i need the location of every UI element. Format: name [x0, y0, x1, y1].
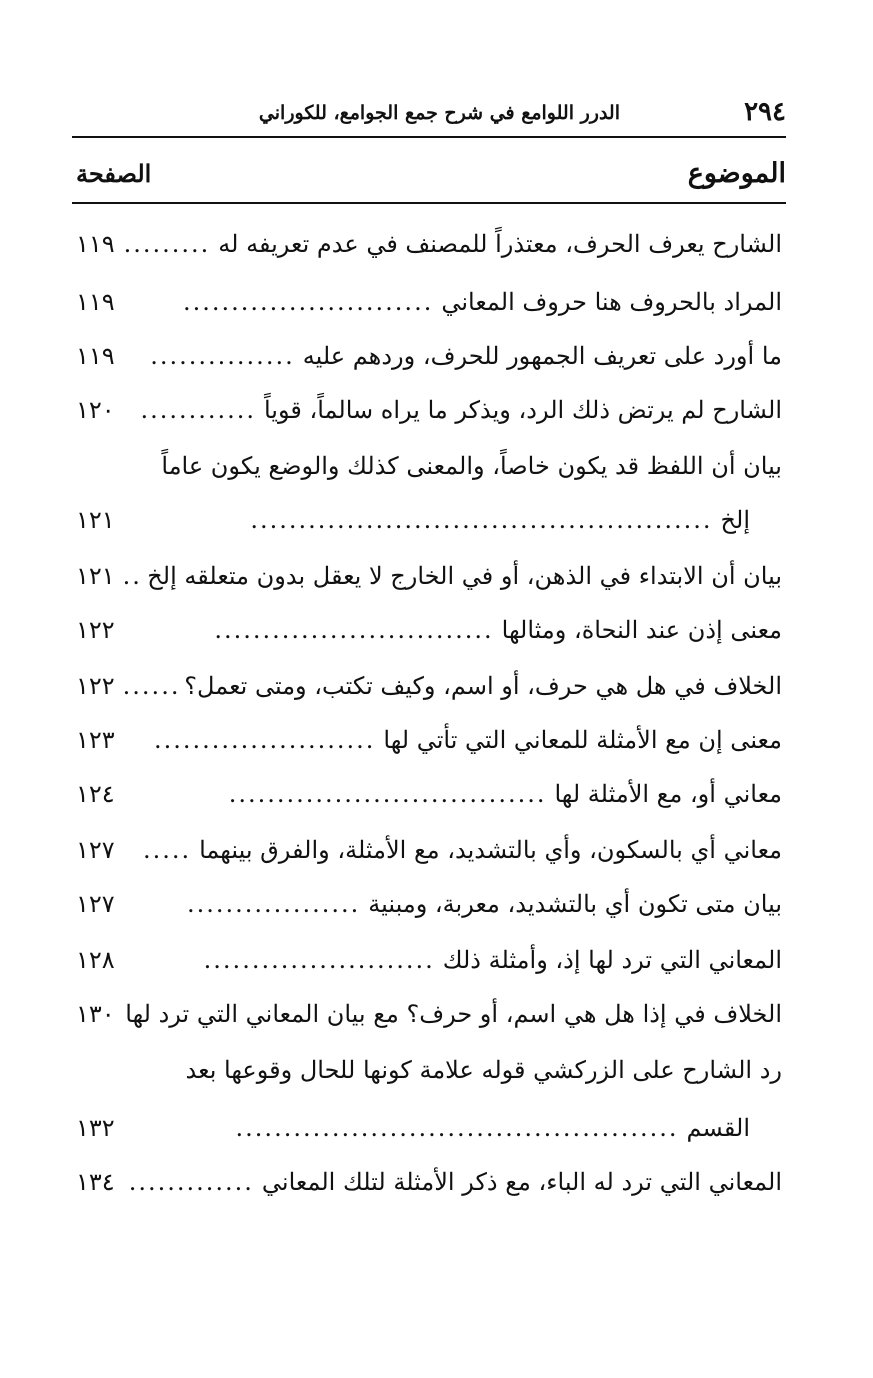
- leader-dots: .............................: [214, 616, 494, 644]
- toc-entry-continuation: [76, 1104, 782, 1152]
- leader-dots: ............: [140, 396, 256, 424]
- toc-entry: [76, 662, 782, 710]
- entry-page: ١٢٧: [76, 890, 115, 918]
- entry-page: ١٢٠: [76, 396, 115, 424]
- entry-title: المعاني التي ترد لها إذ، وأمثلة ذلك: [442, 946, 782, 974]
- toc-entry: [76, 1158, 782, 1206]
- toc-entry: [76, 936, 782, 984]
- toc-entry: [76, 552, 782, 600]
- entry-page: ١٣٤: [76, 1168, 115, 1196]
- entry-title: الشارح يعرف الحرف، معتذراً للمصنف في عدم تعريفه له: [218, 230, 782, 258]
- toc-entry: [76, 990, 782, 1038]
- toc-entry: [76, 332, 782, 380]
- entry-title: القسم: [686, 1114, 750, 1142]
- page-column-heading: الصفحة: [76, 159, 152, 188]
- leader-dots: ..................: [186, 890, 361, 918]
- entry-title: ما أورد على تعريف الجمهور للحرف، وردهم عليه: [302, 342, 782, 370]
- entry-page: ١١٩: [76, 342, 115, 370]
- entry-page: ١٢٢: [76, 672, 115, 700]
- leader-dots: ..........................: [182, 288, 434, 316]
- entry-page: ١٣٢: [76, 1114, 115, 1142]
- toc-entry: [76, 442, 782, 490]
- leader-dots: .............: [128, 1168, 254, 1196]
- toc-entry: [76, 386, 782, 434]
- entry-title: الخلاف في هل هي حرف، أو اسم، وكيف تكتب، ومتى تعمل؟: [184, 672, 782, 700]
- leader-dots: .................................: [228, 780, 547, 808]
- leader-dots: .....: [142, 836, 192, 864]
- leader-dots: ................................................: [250, 506, 713, 534]
- entry-page: ١٢٤: [76, 780, 115, 808]
- entry-title: بيان متى تكون أي بالتشديد، معربة، ومبنية: [368, 890, 782, 918]
- entry-page: ١٢٢: [76, 616, 115, 644]
- entry-page: ١١٩: [76, 288, 115, 316]
- entry-title: معاني أو، مع الأمثلة لها: [554, 780, 782, 808]
- entry-page: ١٢١: [76, 506, 115, 534]
- entry-page: ١٣٠: [76, 1000, 115, 1028]
- leader-dots: ...............: [150, 342, 295, 370]
- column-headings: [72, 150, 786, 204]
- page-number: ٢٩٤: [744, 97, 786, 127]
- toc-entry: [76, 826, 782, 874]
- toc-entry: [76, 220, 782, 268]
- entry-title: بيان أن اللفظ قد يكون خاصاً، والمعنى كذلك والوضع يكون عاماً: [161, 452, 782, 480]
- book-title: الدرر اللوامع في شرح جمع الجوامع، للكوراني: [258, 102, 620, 124]
- entry-title: معاني أي بالسكون، وأي بالتشديد، مع الأمثلة، والفرق بينهما: [199, 836, 782, 864]
- entry-title: المعاني التي ترد له الباء، مع ذكر الأمثلة لتلك المعاني: [261, 1168, 782, 1196]
- entry-title: الشارح لم يرتض ذلك الرد، ويذكر ما يراه سالماً، قوياً: [263, 396, 782, 424]
- leader-dots: .........: [123, 230, 211, 258]
- toc-entry: [76, 716, 782, 764]
- entry-page: ١٢٧: [76, 836, 115, 864]
- entry-title: إلخ: [720, 506, 750, 534]
- leader-dots: ..............................................: [235, 1114, 679, 1142]
- running-header: [72, 92, 786, 138]
- leader-dots: .......................: [153, 726, 376, 754]
- entry-title: رد الشارح على الزركشي قوله علامة كونها للحال وقوعها بعد: [185, 1056, 782, 1084]
- entry-title: بيان أن الابتداء في الذهن، أو في الخارج لا يعقل بدون متعلقه إلخ: [147, 562, 782, 590]
- toc-entry-continuation: [76, 496, 782, 544]
- entry-page: ١٢٣: [76, 726, 115, 754]
- leader-dots: ........................: [203, 946, 435, 974]
- toc-entry: [76, 770, 782, 818]
- entry-title: معنى إن مع الأمثلة للمعاني التي تأتي لها: [383, 726, 782, 754]
- toc-entry: [76, 278, 782, 326]
- entry-title: المراد بالحروف هنا حروف المعاني: [441, 288, 782, 316]
- leader-dots: ..: [122, 562, 142, 590]
- entry-page: ١٢٨: [76, 946, 115, 974]
- entry-title: الخلاف في إذا هل هي اسم، أو حرف؟ مع بيان المعاني التي ترد لها: [125, 1000, 782, 1028]
- toc-entry: [76, 880, 782, 928]
- leader-dots: ......: [122, 672, 181, 700]
- toc-entry: [76, 1046, 782, 1094]
- entry-page: ١٢١: [76, 562, 115, 590]
- entry-title: معنى إذن عند النحاة، ومثالها: [501, 616, 782, 644]
- entry-page: ١١٩: [76, 230, 115, 258]
- toc-entry: [76, 606, 782, 654]
- topic-column-heading: الموضوع: [687, 158, 786, 189]
